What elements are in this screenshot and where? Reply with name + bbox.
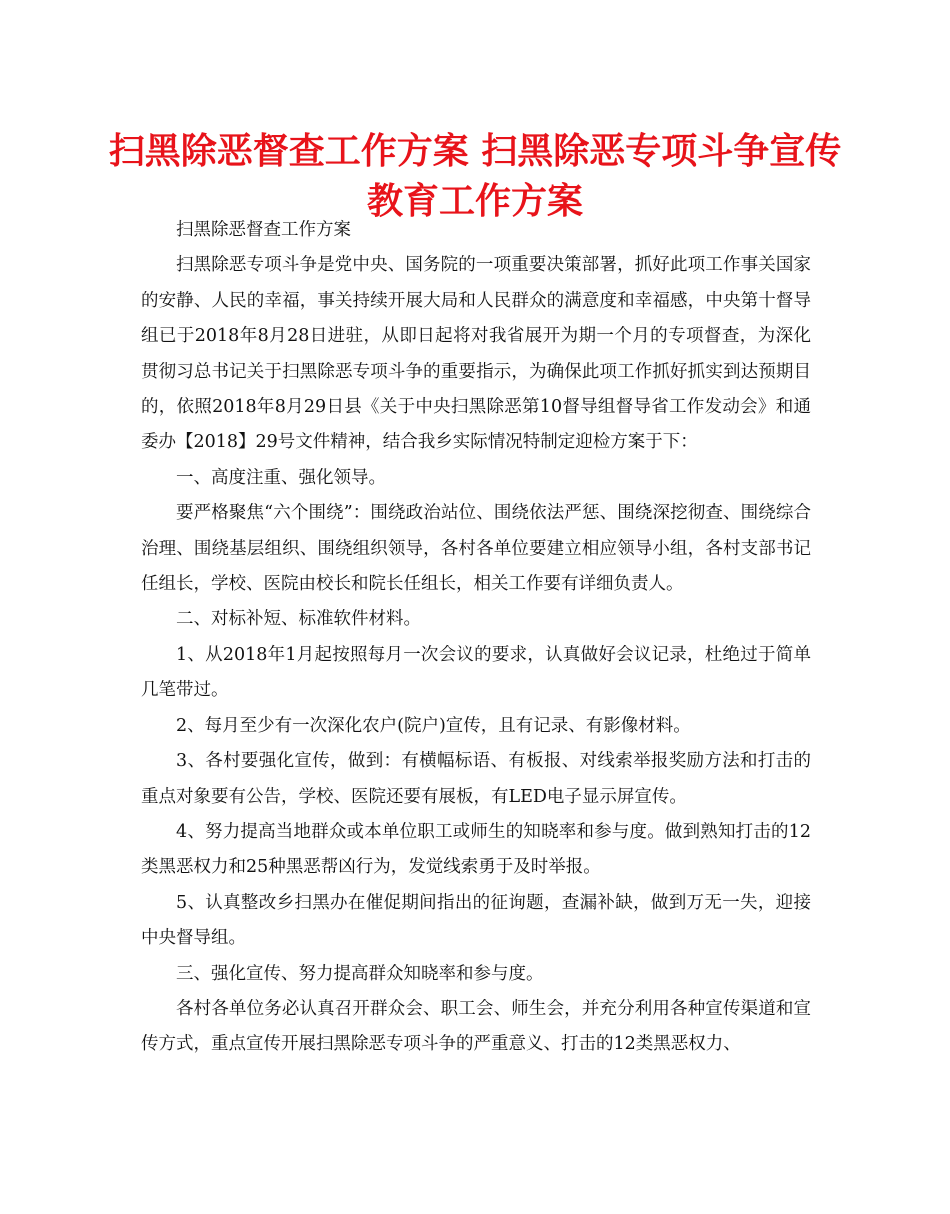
paragraph: 各村各单位务必认真召开群众会、职工会、师生会，并充分利用各种宣传渠道和宣传方式，重点宣传开展扫黑除恶专项斗争的严重意义、打击的12类黑恶权力、 [141,998,811,1055]
document-body [141,213,811,1063]
list-item: 1、从2018年1月起按照每月一次会议的要求，认真做好会议记录，杜绝过于简单几笔带过。 [141,644,811,701]
list-item: 4、努力提高当地群众或本单位职工或师生的知晓率和参与度。做到熟知打击的12类黑恶权力和25种黑恶帮凶行为，发觉线索勇于及时举报。 [141,821,811,878]
section-heading-3: 三、强化宣传、努力提高群众知晓率和参与度。 [176,963,544,984]
list-item: 5、认真整改乡扫黑办在催促期间指出的征询题，查漏补缺，做到万无一失，迎接中央督导组。 [141,892,811,949]
document-title: 扫黑除恶督查工作方案 扫黑除恶专项斗争宣传教育工作方案 [108,131,842,222]
list-item: 2、每月至少有一次深化农户(院户)宣传，且有记录、有影像材料。 [176,715,691,736]
paragraph: 要严格聚焦“六个围绕”：围绕政治站位、围绕依法严惩、围绕深挖彻查、围绕综合治理、围绕基层组织、围绕组织领导，各村各单位要建立相应领导小组，各村支部书记任组长，学校、医院由校长和院长任组长，相关工作要有详细负责人。 [141,503,811,595]
section-heading-1: 一、高度注重、强化领导。 [176,467,386,488]
section-heading-2: 二、对标补短、标准软件材料。 [176,609,421,630]
paragraph-intro: 扫黑除恶专项斗争是党中央、国务院的一项重要决策部署，抓好此项工作事关国家的安静、人民的幸福，事关持续开展大局和人民群众的满意度和幸福感，中央第十督导组已于2018年8月28日进驻，从即日起将对我省展开为期一个月的专项督查，为深化贯彻习总书记关于扫黑除恶专项斗争的重要指示，为确保此项工作抓好抓实到达预期目的，依照2018年8月29日县《关于中央扫黑除恶第10督导组督导省工作发动会》和通委办【2018】29号文件精神，结合我乡实际情况特制定迎检方案于下： [141,255,811,453]
list-item: 3、各村要强化宣传，做到：有横幅标语、有板报、对线索举报奖励方法和打击的重点对象要有公告，学校、医院还要有展板，有LED电子显示屏宣传。 [141,751,811,807]
paragraph-subtitle: 扫黑除恶督查工作方案 [176,220,351,240]
